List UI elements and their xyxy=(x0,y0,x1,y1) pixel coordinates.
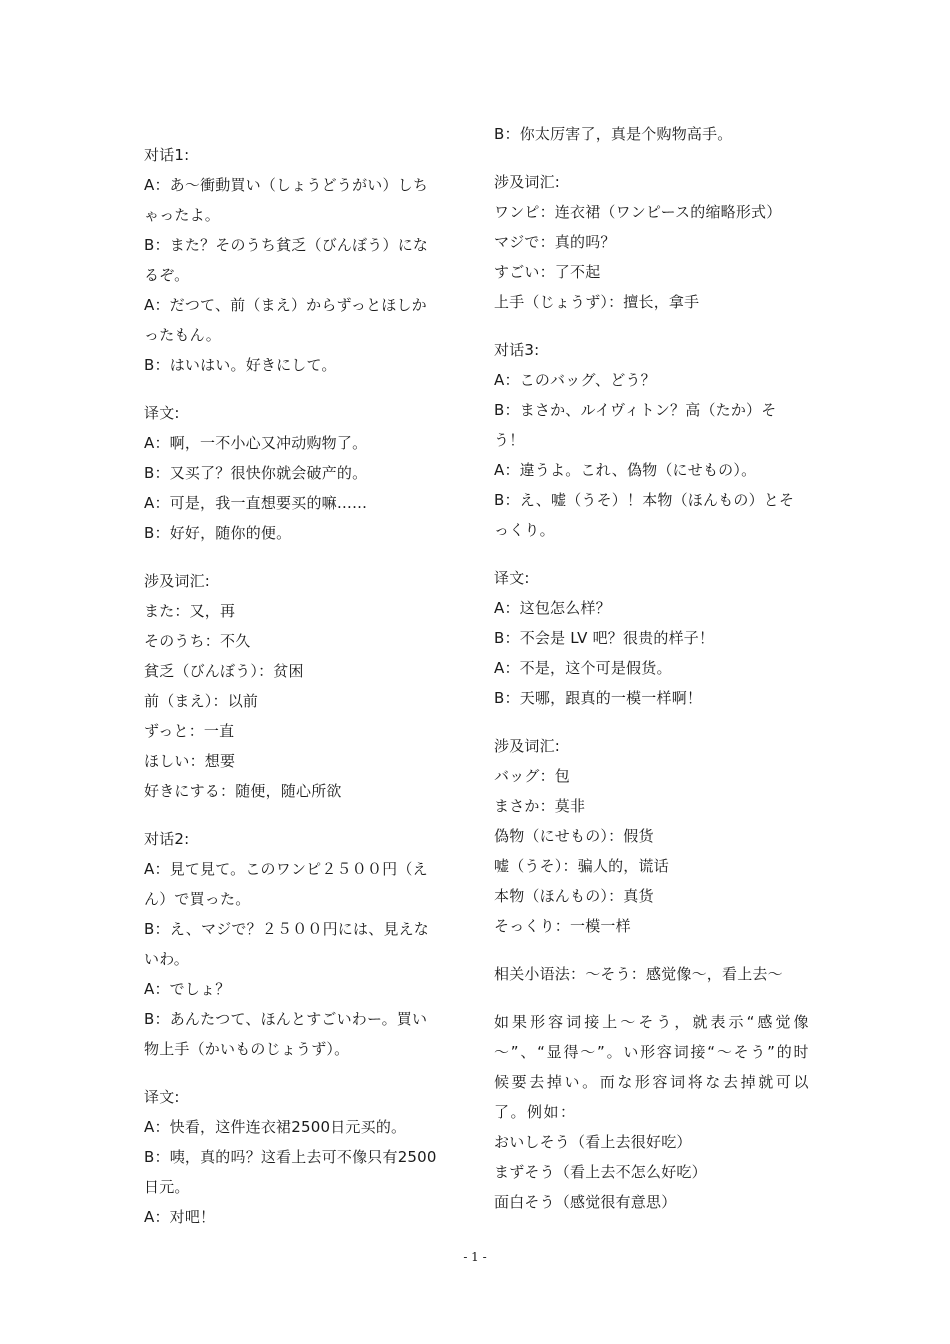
text-line: るぞ。 xyxy=(144,266,190,284)
text-line: そっくり：一模一样 xyxy=(494,917,631,935)
text-line: う！ xyxy=(494,431,525,449)
text-line: A：このバッグ、どう？ xyxy=(494,371,656,389)
grammar-explanation: 如果形容词接上～そう，就表示“感觉像～”、“显得～”。い形容词接“～そう”的时候要去掉い。而な形容词将な去掉就可以了。例如： xyxy=(494,1013,810,1121)
text-line: B：え、嘘（うそ）！本物（ほんもの）とそ xyxy=(494,491,795,509)
translation-3-title: 译文: xyxy=(494,569,530,587)
text-line: B：まさか、ルイヴィトン？高（たか）そ xyxy=(494,401,777,419)
translation-2-title: 译文: xyxy=(144,1088,180,1106)
text-line: ほしい：想要 xyxy=(144,752,236,770)
text-line: A：对吧！ xyxy=(144,1208,216,1226)
dialogue-3-title: 对话3: xyxy=(494,341,540,359)
translation-2 xyxy=(144,1112,462,1232)
text-line: 嘘（うそ）：骗人的，谎话 xyxy=(494,857,669,875)
text-line: A：快看，这件连衣裙2500日元买的。 xyxy=(144,1118,407,1136)
left-column xyxy=(144,0,462,1232)
text-line: すごい：了不起 xyxy=(494,263,601,281)
text-line: A：見て見て。このワンピ２５００円（え xyxy=(144,860,428,878)
text-line: A：啊，一不小心又冲动购物了。 xyxy=(144,434,368,452)
dialogue-3 xyxy=(494,365,810,545)
translation-1-title: 译文: xyxy=(144,404,180,422)
vocabulary-2 xyxy=(494,197,810,317)
vocabulary-1-title: 涉及词汇: xyxy=(144,572,211,590)
text-line: B：はいはい。好きにして。 xyxy=(144,356,337,374)
text-line: ん）で買った。 xyxy=(144,890,251,908)
right-column xyxy=(494,0,810,1217)
text-line: A：这包怎么样？ xyxy=(494,599,611,617)
text-line: B：また？そのうち貧乏（びんぼう）にな xyxy=(144,236,429,254)
dialogue-1-title: 对话1: xyxy=(144,146,190,164)
text-line: B：好好，随你的便。 xyxy=(144,524,292,542)
text-line: A：だつて、前（まえ）からずっとほしか xyxy=(144,296,427,314)
grammar-title: 相关小语法：～そう：感觉像～，看上去～ xyxy=(494,965,783,983)
text-line: 日元。 xyxy=(144,1178,190,1196)
text-line: っくり。 xyxy=(494,521,555,539)
translation-2-continued: B：你太厉害了，真是个购物高手。 xyxy=(494,125,733,143)
text-line: バッグ：包 xyxy=(494,767,571,785)
dialogue-2-title: 对话2: xyxy=(144,830,190,848)
text-line: 面白そう（感觉很有意思） xyxy=(494,1193,677,1211)
grammar-examples xyxy=(494,1127,810,1217)
text-line: ゃったよ。 xyxy=(144,206,221,224)
text-line: 貧乏（びんぼう）：贫困 xyxy=(144,662,304,680)
text-line: また：又，再 xyxy=(144,602,236,620)
text-line: ずっと：一直 xyxy=(144,722,235,740)
text-line: そのうち：不久 xyxy=(144,632,251,650)
text-line: B：あんたつて、ほんとすごいわー。買い xyxy=(144,1010,428,1028)
text-line: A：可是，我一直想要买的嘛…… xyxy=(144,494,368,512)
text-line: B：え、マジで？２５００円には、見えな xyxy=(144,920,429,938)
text-line: おいしそう（看上去很好吃） xyxy=(494,1133,692,1151)
text-line: B：不会是 LV 吧？很贵的样子！ xyxy=(494,629,715,647)
text-line: ワンピ：连衣裙（ワンピース的缩略形式） xyxy=(494,203,782,221)
translation-1 xyxy=(144,428,462,548)
text-line: A：違うよ。これ、偽物（にせもの）。 xyxy=(494,461,757,479)
text-line: B：天哪，跟真的一模一样啊！ xyxy=(494,689,703,707)
text-line: A：不是，这个可是假货。 xyxy=(494,659,672,677)
text-line: B：咦，真的吗？这看上去可不像只有2500 xyxy=(144,1148,437,1166)
text-line: 物上手（かいものじょうず）。 xyxy=(144,1040,350,1058)
dialogue-1 xyxy=(144,170,462,380)
translation-3 xyxy=(494,593,810,713)
text-line: 本物（ほんもの）：真货 xyxy=(494,887,654,905)
vocabulary-2-title: 涉及词汇: xyxy=(494,173,561,191)
text-line: 偽物（にせもの）：假货 xyxy=(494,827,654,845)
text-line: A：あ～衝動買い（しょうどうがい）しち xyxy=(144,176,429,194)
text-line: 上手（じょうず）：擅长，拿手 xyxy=(494,293,700,311)
dialogue-2 xyxy=(144,854,462,1064)
text-line: マジで：真的吗？ xyxy=(494,233,616,251)
text-line: 好きにする：随便，随心所欲 xyxy=(144,782,342,800)
text-line: まずそう（看上去不怎么好吃） xyxy=(494,1163,707,1181)
text-line: ったもん。 xyxy=(144,326,221,344)
page-number: - 1 - xyxy=(463,1250,487,1264)
text-line: まさか：莫非 xyxy=(494,797,586,815)
text-line: 前（まえ）：以前 xyxy=(144,692,259,710)
vocabulary-1 xyxy=(144,596,462,806)
vocabulary-3-title: 涉及词汇: xyxy=(494,737,561,755)
text-line: A：でしょ？ xyxy=(144,980,231,998)
vocabulary-3 xyxy=(494,761,810,941)
text-line: B：又买了？很快你就会破产的。 xyxy=(144,464,368,482)
text-line: いわ。 xyxy=(144,950,190,968)
